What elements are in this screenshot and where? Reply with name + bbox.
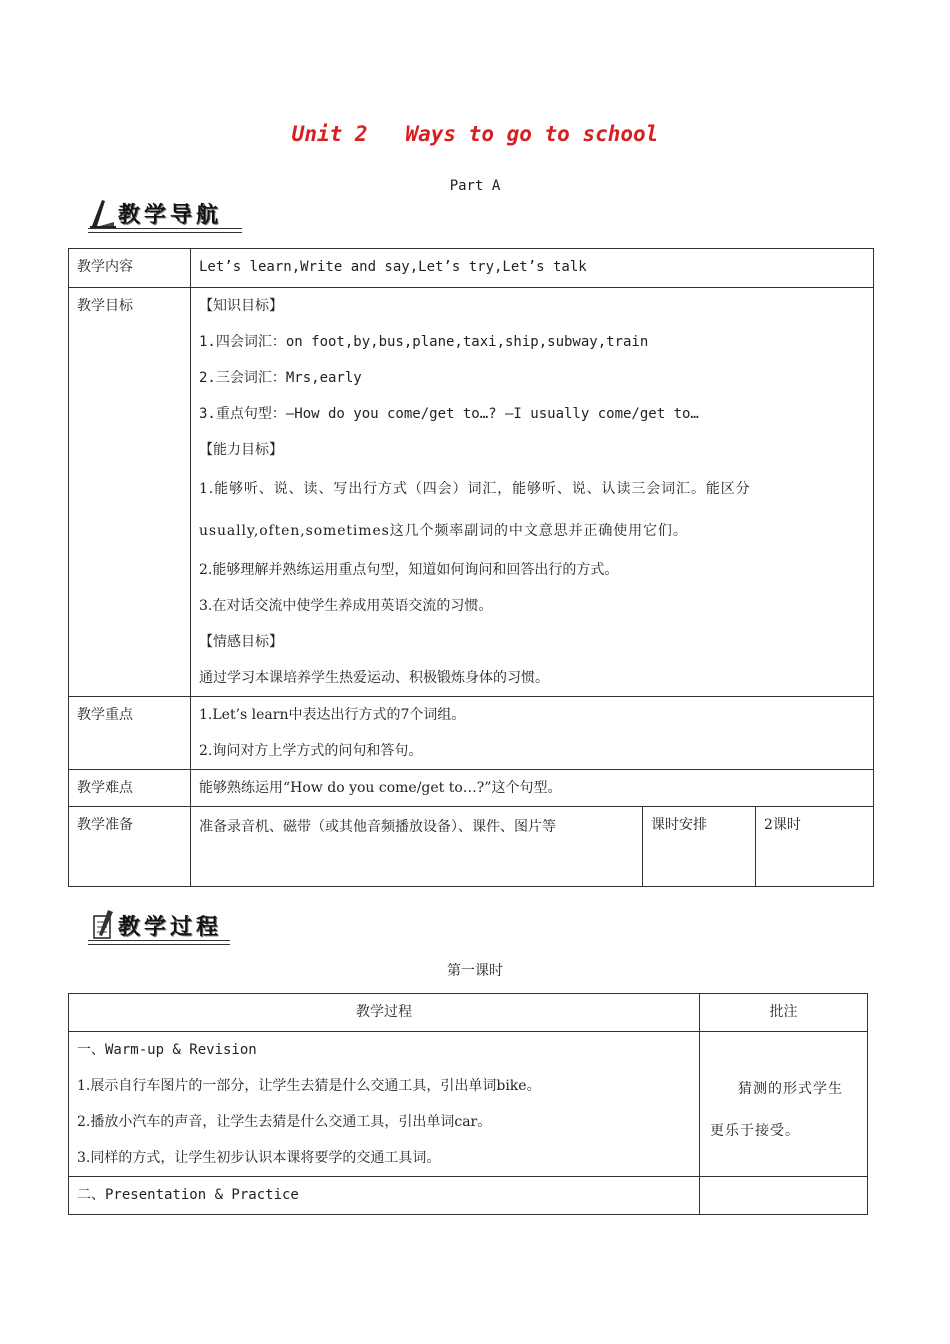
process-line: 2.播放小汽车的声音，让学生去猜是什么交通工具，引出单词car。 — [77, 1114, 492, 1130]
teaching-process-table — [68, 993, 868, 1215]
table-row — [69, 697, 874, 770]
row-label: 教学内容 — [69, 249, 191, 288]
goals-cell — [191, 288, 874, 697]
document-title: Unit 2 Ways to go to school — [291, 122, 659, 146]
lesson-heading: 第一课时 — [447, 963, 503, 979]
goal-line: 3.重点句型：—How do you come/get to…? —I usually come/get to… — [199, 406, 699, 422]
goal-line: 【知识目标】 — [199, 298, 283, 314]
row-label: 教学重点 — [69, 697, 191, 770]
focus-line: 1.Let’s learn中表达出行方式的7个词组。 — [199, 707, 466, 723]
table-row — [69, 1032, 868, 1177]
process-line: 二、Presentation & Practice — [77, 1187, 299, 1203]
goal-line: 【能力目标】 — [199, 442, 283, 458]
document-subtitle: Part A — [449, 178, 501, 194]
process-line: 3.同样的方式，让学生初步认识本课将要学的交通工具词。 — [77, 1150, 441, 1166]
table-row — [69, 1177, 868, 1215]
teaching-guide-table — [68, 248, 874, 887]
goal-line: 1.能够听、说、读、写出行方式（四会）词汇，能够听、说、认读三会词汇。能区分usually,often,sometimes这几个频率副词的中文意思并正确使用它们。 — [199, 481, 751, 539]
goal-line: 通过学习本课培养学生热爱运动、积极锻炼身体的习惯。 — [199, 670, 549, 686]
section-heading-process — [88, 908, 230, 942]
difficulty-value: 能够熟练运用“How do you come/get to…?”这个句型。 — [191, 770, 874, 807]
row-label: 教学目标 — [69, 288, 191, 697]
section-underline — [88, 940, 230, 945]
table-header-row — [69, 994, 868, 1032]
goal-line: 3.在对话交流中使学生养成用英语交流的习惯。 — [199, 598, 493, 614]
row-label: 教学难点 — [69, 770, 191, 807]
table-row — [69, 770, 874, 807]
content-value: Let’s learn,Write and say,Let’s try,Let’s talk — [191, 249, 874, 288]
section-heading-label: 教学过程 — [118, 915, 223, 940]
process-cell — [69, 1177, 700, 1215]
note-cell — [700, 1177, 868, 1215]
hours-label: 课时安排 — [643, 807, 756, 887]
pencil-and-paper-icon — [88, 908, 118, 942]
section-underline — [88, 228, 242, 233]
focus-cell — [191, 697, 874, 770]
goal-line: 2.三会词汇：Mrs,early — [199, 370, 362, 386]
focus-line: 2.询问对方上学方式的问句和答句。 — [199, 743, 423, 759]
prep-value: 准备录音机、磁带（或其他音频播放设备）、课件、图片等 — [191, 807, 643, 887]
row-label: 教学准备 — [69, 807, 191, 887]
section-heading-label: 教学导航 — [118, 203, 223, 228]
process-line: 一、Warm-up & Revision — [77, 1042, 257, 1058]
goal-line: 【情感目标】 — [199, 634, 283, 650]
goal-line: 1.四会词汇：on foot,by,bus,plane,taxi,ship,subway,train — [199, 334, 649, 350]
hours-value: 2课时 — [756, 807, 874, 887]
column-header-process: 教学过程 — [69, 994, 700, 1032]
process-line: 1.展示自行车图片的一部分，让学生去猜是什么交通工具，引出单词bike。 — [77, 1078, 541, 1094]
goal-line: 2.能够理解并熟练运用重点句型，知道如何询问和回答出行的方式。 — [199, 562, 619, 578]
table-row — [69, 288, 874, 697]
table-row — [69, 249, 874, 288]
note-cell: 猜测的形式学生更乐于接受。 — [700, 1032, 868, 1177]
column-header-notes: 批注 — [700, 994, 868, 1032]
section-heading-guide — [88, 196, 242, 230]
process-cell — [69, 1032, 700, 1177]
table-row — [69, 807, 874, 887]
pen-and-ruler-icon — [88, 196, 118, 230]
